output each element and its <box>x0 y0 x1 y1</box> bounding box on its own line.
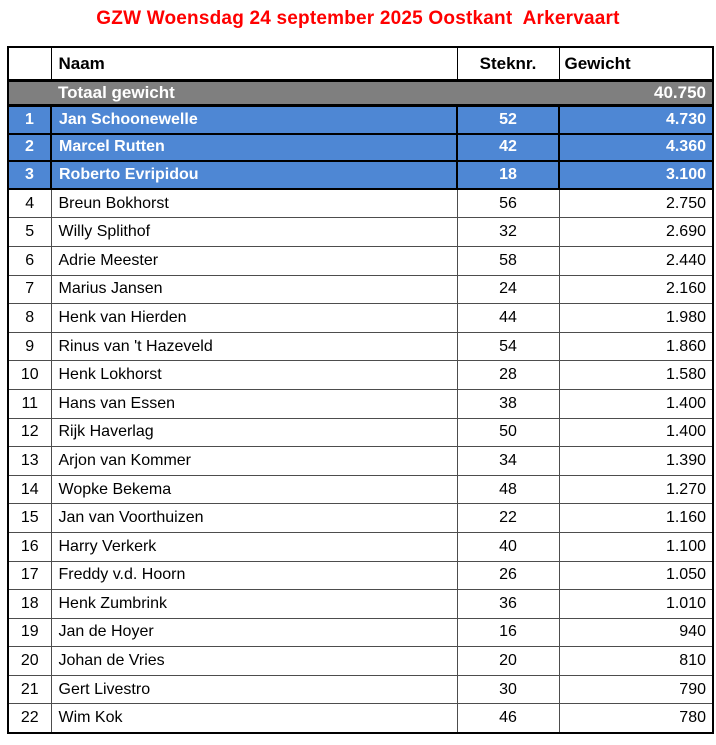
cell-gewicht: 940 <box>559 618 713 647</box>
table-row <box>8 561 713 590</box>
table-row <box>8 361 713 390</box>
cell-rank: 7 <box>8 275 51 304</box>
table-row <box>8 106 713 134</box>
cell-rank: 5 <box>8 218 51 247</box>
cell-gewicht: 3.100 <box>559 161 713 189</box>
cell-gewicht: 1.860 <box>559 332 713 361</box>
cell-rank: 2 <box>8 134 51 162</box>
cell-gewicht: 810 <box>559 647 713 676</box>
cell-naam: Rijk Haverlag <box>51 418 457 447</box>
cell-gewicht: 1.400 <box>559 418 713 447</box>
cell-steknr: 28 <box>457 361 559 390</box>
cell-rank: 18 <box>8 590 51 619</box>
cell-rank: 3 <box>8 161 51 189</box>
table-row <box>8 647 713 676</box>
cell-gewicht: 780 <box>559 704 713 733</box>
cell-naam: Rinus van 't Hazeveld <box>51 332 457 361</box>
total-spacer-cell <box>8 81 51 106</box>
cell-gewicht: 2.160 <box>559 275 713 304</box>
cell-rank: 14 <box>8 475 51 504</box>
table-row <box>8 389 713 418</box>
cell-naam: Roberto Evripidou <box>51 161 457 189</box>
header-cell-gewicht: Gewicht <box>559 47 713 81</box>
table-row <box>8 161 713 189</box>
table-row <box>8 447 713 476</box>
cell-steknr: 50 <box>457 418 559 447</box>
table-row <box>8 532 713 561</box>
cell-naam: Henk Lokhorst <box>51 361 457 390</box>
total-label: Totaal gewicht <box>51 81 457 106</box>
cell-rank: 22 <box>8 704 51 733</box>
cell-steknr: 36 <box>457 590 559 619</box>
cell-steknr: 40 <box>457 532 559 561</box>
cell-steknr: 18 <box>457 161 559 189</box>
cell-gewicht: 2.440 <box>559 246 713 275</box>
cell-naam: Jan Schoonewelle <box>51 106 457 134</box>
cell-steknr: 42 <box>457 134 559 162</box>
table-row <box>8 618 713 647</box>
header-row <box>8 47 713 81</box>
cell-steknr: 32 <box>457 218 559 247</box>
cell-steknr: 24 <box>457 275 559 304</box>
table-row <box>8 475 713 504</box>
total-mid-cell <box>457 81 559 106</box>
cell-gewicht: 1.400 <box>559 389 713 418</box>
cell-steknr: 56 <box>457 189 559 218</box>
results-table <box>7 46 714 734</box>
table-row <box>8 189 713 218</box>
table-row <box>8 332 713 361</box>
cell-rank: 6 <box>8 246 51 275</box>
table-row <box>8 418 713 447</box>
page-title: GZW Woensdag 24 september 2025 Oostkant Arkervaart <box>96 8 620 29</box>
cell-gewicht: 1.010 <box>559 590 713 619</box>
cell-gewicht: 4.360 <box>559 134 713 162</box>
cell-rank: 9 <box>8 332 51 361</box>
cell-gewicht: 2.750 <box>559 189 713 218</box>
header-cell-naam: Naam <box>51 47 457 81</box>
cell-rank: 15 <box>8 504 51 533</box>
cell-rank: 11 <box>8 389 51 418</box>
cell-rank: 12 <box>8 418 51 447</box>
cell-naam: Harry Verkerk <box>51 532 457 561</box>
header-cell-steknr: Steknr. <box>457 47 559 81</box>
cell-steknr: 44 <box>457 304 559 333</box>
cell-rank: 8 <box>8 304 51 333</box>
results-table-container <box>7 46 714 734</box>
cell-gewicht: 4.730 <box>559 106 713 134</box>
cell-naam: Arjon van Kommer <box>51 447 457 476</box>
cell-gewicht: 1.980 <box>559 304 713 333</box>
cell-gewicht: 1.100 <box>559 532 713 561</box>
table-row <box>8 704 713 733</box>
cell-steknr: 38 <box>457 389 559 418</box>
cell-naam: Adrie Meester <box>51 246 457 275</box>
cell-gewicht: 790 <box>559 675 713 704</box>
cell-steknr: 58 <box>457 246 559 275</box>
cell-gewicht: 1.390 <box>559 447 713 476</box>
cell-naam: Hans van Essen <box>51 389 457 418</box>
cell-rank: 4 <box>8 189 51 218</box>
cell-rank: 17 <box>8 561 51 590</box>
cell-naam: Henk van Hierden <box>51 304 457 333</box>
total-value: 40.750 <box>559 81 713 106</box>
cell-gewicht: 1.270 <box>559 475 713 504</box>
table-row <box>8 304 713 333</box>
cell-rank: 13 <box>8 447 51 476</box>
cell-naam: Henk Zumbrink <box>51 590 457 619</box>
total-row <box>8 81 713 106</box>
cell-naam: Wopke Bekema <box>51 475 457 504</box>
cell-steknr: 16 <box>457 618 559 647</box>
cell-rank: 21 <box>8 675 51 704</box>
cell-rank: 1 <box>8 106 51 134</box>
table-row <box>8 246 713 275</box>
cell-gewicht: 2.690 <box>559 218 713 247</box>
cell-steknr: 26 <box>457 561 559 590</box>
cell-steknr: 46 <box>457 704 559 733</box>
cell-naam: Marius Jansen <box>51 275 457 304</box>
cell-rank: 19 <box>8 618 51 647</box>
results-rows <box>8 106 713 734</box>
table-row <box>8 275 713 304</box>
cell-naam: Freddy v.d. Hoorn <box>51 561 457 590</box>
cell-gewicht: 1.580 <box>559 361 713 390</box>
cell-naam: Gert Livestro <box>51 675 457 704</box>
table-row <box>8 590 713 619</box>
cell-naam: Jan van Voorthuizen <box>51 504 457 533</box>
cell-gewicht: 1.160 <box>559 504 713 533</box>
cell-steknr: 30 <box>457 675 559 704</box>
cell-rank: 20 <box>8 647 51 676</box>
cell-steknr: 20 <box>457 647 559 676</box>
cell-gewicht: 1.050 <box>559 561 713 590</box>
cell-naam: Jan de Hoyer <box>51 618 457 647</box>
cell-naam: Breun Bokhorst <box>51 189 457 218</box>
cell-rank: 10 <box>8 361 51 390</box>
table-row <box>8 675 713 704</box>
cell-naam: Willy Splithof <box>51 218 457 247</box>
cell-steknr: 54 <box>457 332 559 361</box>
cell-naam: Wim Kok <box>51 704 457 733</box>
header-cell-rank <box>8 47 51 81</box>
table-row <box>8 134 713 162</box>
cell-rank: 16 <box>8 532 51 561</box>
cell-naam: Marcel Rutten <box>51 134 457 162</box>
table-row <box>8 218 713 247</box>
cell-steknr: 52 <box>457 106 559 134</box>
table-row <box>8 504 713 533</box>
cell-steknr: 48 <box>457 475 559 504</box>
cell-naam: Johan de Vries <box>51 647 457 676</box>
cell-steknr: 22 <box>457 504 559 533</box>
cell-steknr: 34 <box>457 447 559 476</box>
